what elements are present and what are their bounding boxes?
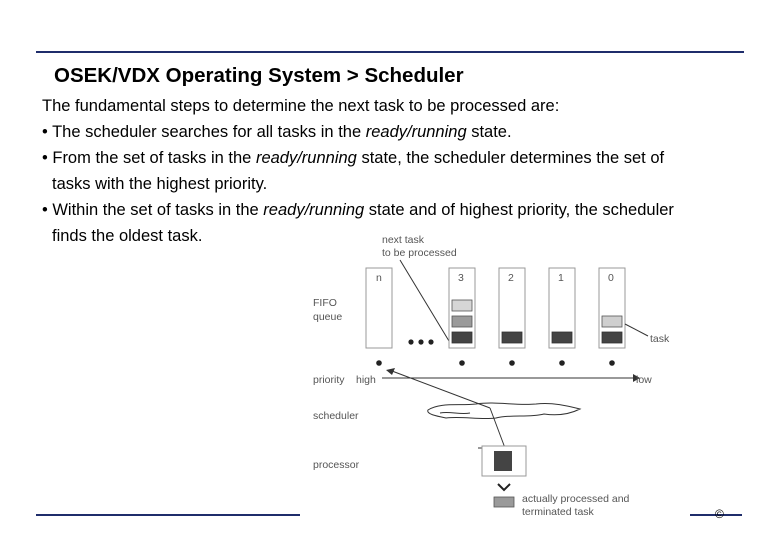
next-task-label-2: to be processed xyxy=(382,247,457,259)
bullet-3-line-2: finds the oldest task. xyxy=(52,227,203,245)
task-dark-3 xyxy=(452,332,472,343)
bullet-3-line-1: • Within the set of tasks in the ready/running state and of highest priority, the scheduler xyxy=(42,201,674,219)
ellipsis-dot-2 xyxy=(418,339,423,344)
priority-dot-1 xyxy=(559,360,565,366)
task-light-3a xyxy=(452,300,472,311)
priority-label: priority xyxy=(313,374,345,386)
bullet-2-line-2: tasks with the highest priority. xyxy=(52,175,268,193)
task-dark-0 xyxy=(602,332,622,343)
processed-label-2: terminated task xyxy=(522,506,594,518)
intro-text: The fundamental steps to determine the next task to be processed are: xyxy=(42,97,560,115)
processor-link xyxy=(490,408,505,448)
high-label: high xyxy=(356,374,376,386)
queue-label-0: 0 xyxy=(608,272,614,284)
fifo-label-1: FIFO xyxy=(313,297,337,309)
task-dark-1 xyxy=(552,332,572,343)
task-light-3b xyxy=(452,316,472,327)
processing-task xyxy=(494,451,512,471)
bullet-2-line-1: • From the set of tasks in the ready/running state, the scheduler determines the set of xyxy=(42,149,665,167)
top-rule xyxy=(36,51,744,53)
ellipsis-dot-3 xyxy=(428,339,433,344)
priority-dot-n xyxy=(376,360,382,366)
queue-label-1: 1 xyxy=(558,272,564,284)
copyright-mark: © xyxy=(715,507,724,521)
scheduler-label: scheduler xyxy=(313,410,359,422)
queue-label-n: n xyxy=(376,272,382,284)
next-task-label-1: next task xyxy=(382,234,425,246)
output-arrow xyxy=(498,484,510,490)
task-light-0 xyxy=(602,316,622,327)
slide-title: OSEK/VDX Operating System > Scheduler xyxy=(54,64,464,87)
priority-dot-0 xyxy=(609,360,615,366)
scheduler-diagram xyxy=(300,228,680,523)
task-label: task xyxy=(650,333,670,345)
scheduler-pointer xyxy=(392,371,490,408)
queue-label-2: 2 xyxy=(508,272,514,284)
task-pointer xyxy=(625,324,648,336)
fifo-label-2: queue xyxy=(313,311,343,323)
processed-label-1: actually processed and xyxy=(522,493,630,505)
priority-dot-2 xyxy=(509,360,515,366)
bottom-rule-left xyxy=(36,514,300,516)
task-dark-2 xyxy=(502,332,522,343)
low-label: low xyxy=(636,374,652,386)
scheduler-cloud xyxy=(428,403,580,419)
next-task-pointer xyxy=(400,260,452,346)
queue-label-3: 3 xyxy=(458,272,464,284)
bullet-1-line-1: • The scheduler searches for all tasks in the ready/running state. xyxy=(42,123,512,141)
terminated-task xyxy=(494,497,514,507)
processor-label: processor xyxy=(313,459,360,471)
ellipsis-dot-1 xyxy=(408,339,413,344)
priority-dot-3 xyxy=(459,360,465,366)
